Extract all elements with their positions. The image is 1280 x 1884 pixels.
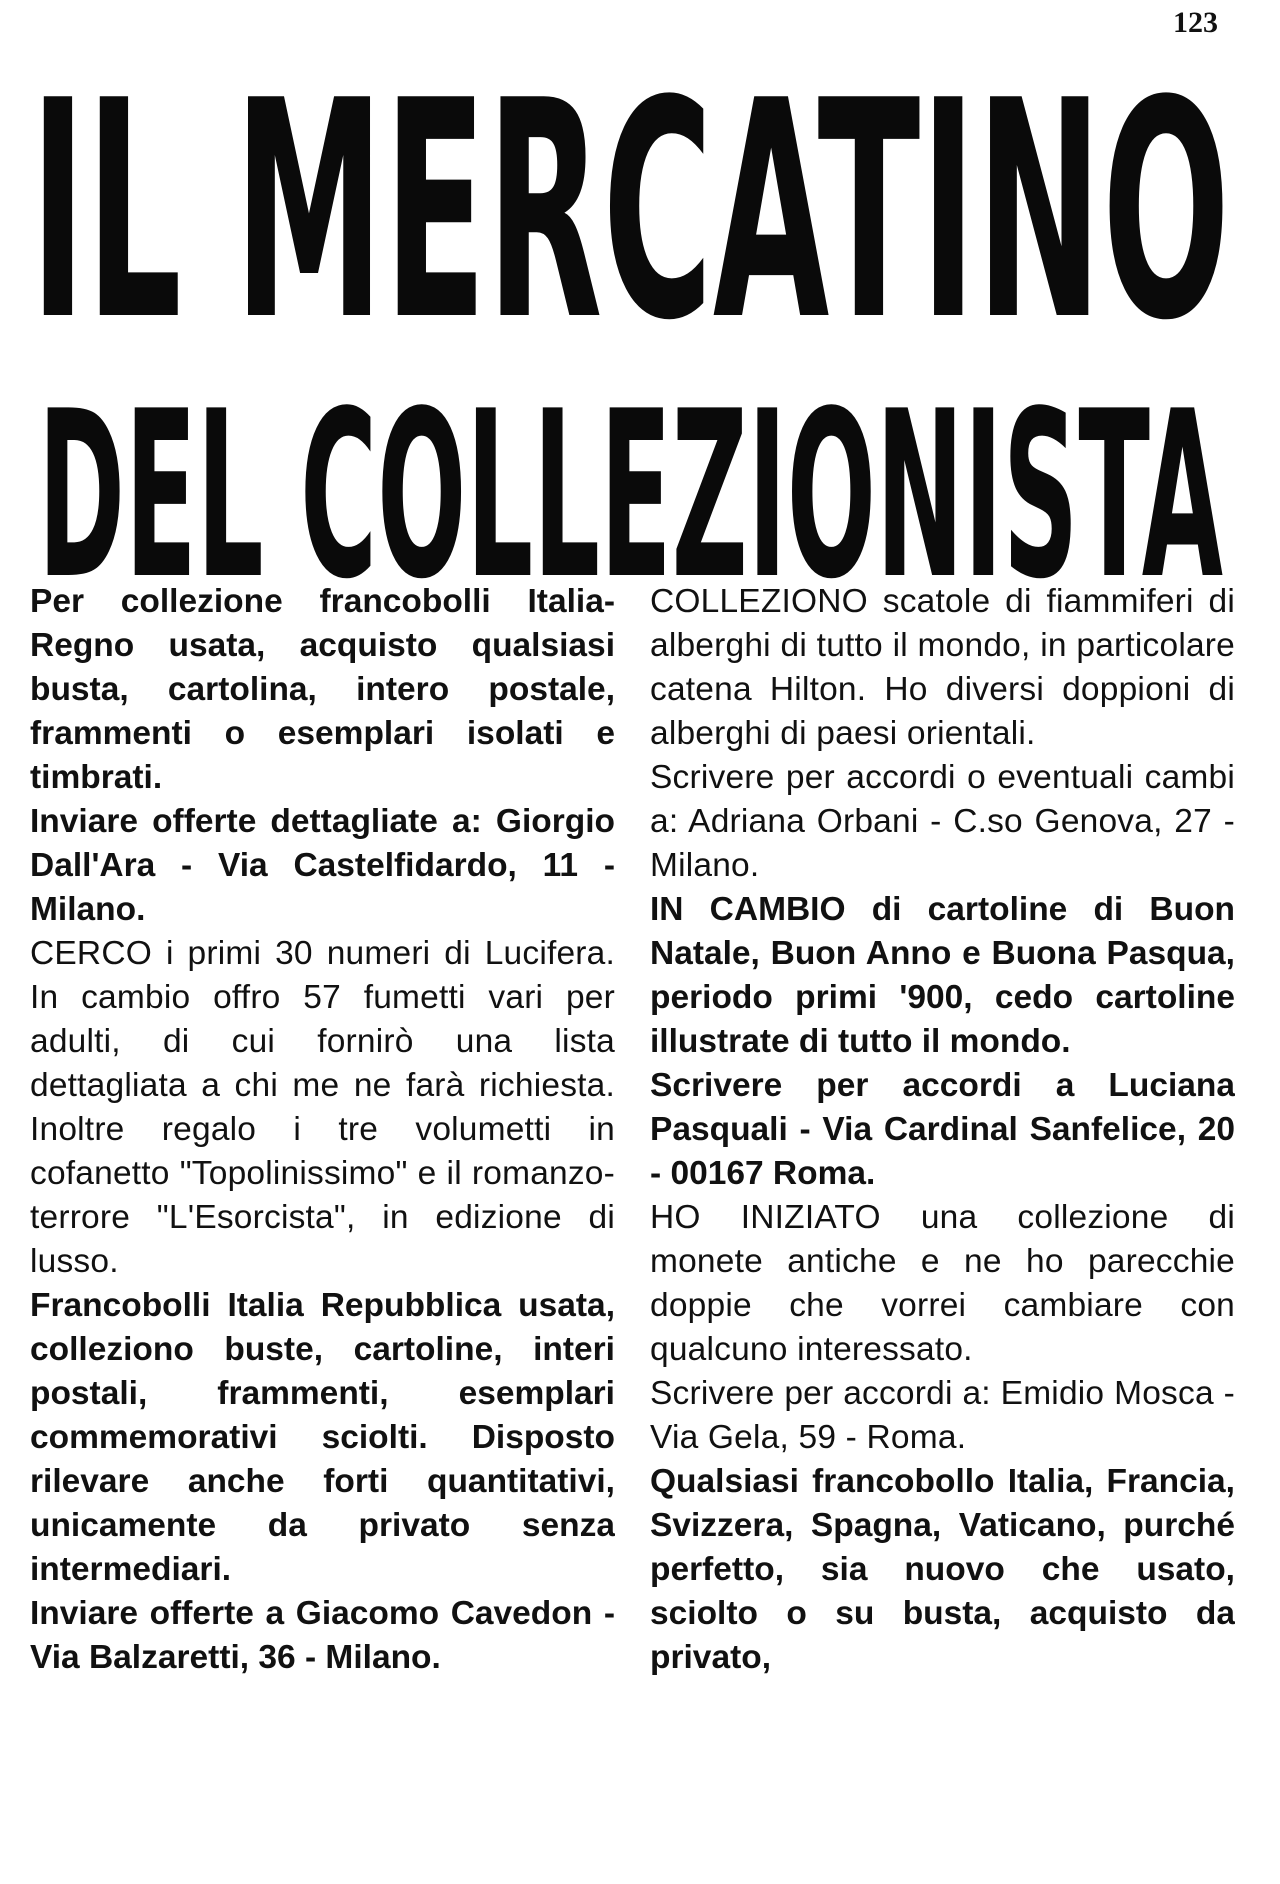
left-column xyxy=(30,580,615,1870)
headline-line2: DEL COLLEZIONISTA xyxy=(38,363,1223,580)
right-column-paragraph-6: Scrivere per accordi a: Emidio Mosca - Via Gela, 59 - Roma. xyxy=(650,1375,1235,1456)
left-column-paragraph-4: Francobolli Italia Repubblica usata, colleziono buste, cartoline, interi postali, frammenti, esemplari commemorativi sciolti. Disposto rilevare anche forti quantitativi, unicamente da privato senza intermediari. xyxy=(30,1287,615,1588)
right-column-paragraph-1: COLLEZIONO scatole di fiammiferi di alberghi di tutto il mondo, in particolare catena Hilton. Ho diversi doppioni di alberghi di paesi orientali. xyxy=(650,583,1235,752)
right-column-paragraph-2: Scrivere per accordi o eventuali cambi a: Adriana Orbani - C.so Genova, 27 - Milano. xyxy=(650,759,1235,884)
left-column-paragraph-1: Per collezione francobolli Italia-Regno usata, acquisto qualsiasi busta, cartolina, intero postale, frammenti o esemplari isolati e timbrati. xyxy=(30,583,615,796)
left-column-paragraph-2: Inviare offerte dettagliate a: Giorgio Dall'Ara - Via Castelfidardo, 11 - Milano. xyxy=(30,803,615,928)
right-column-paragraph-3: IN CAMBIO di cartoline di Buon Natale, Buon Anno e Buona Pasqua, periodo primi '900, cedo cartoline illustrate di tutto il mondo. xyxy=(650,891,1235,1060)
masthead-title xyxy=(30,50,1230,580)
classified-columns xyxy=(30,580,1235,1870)
right-column-paragraph-7: Qualsiasi francobollo Italia, Francia, Svizzera, Spagna, Vaticano, purché perfetto, sia nuovo che usato, sciolto o su busta, acquisto da privato, xyxy=(650,1463,1235,1676)
page-number: 123 xyxy=(1173,6,1218,39)
headline-line1: IL MERCATINO xyxy=(30,50,1230,386)
right-column-paragraph-5: HO INIZIATO una collezione di monete antiche e ne ho parecchie doppie che vorrei cambiare con qualcuno interessato. xyxy=(650,1199,1235,1368)
right-column xyxy=(650,580,1235,1870)
left-column-paragraph-3: CERCO i primi 30 numeri di Lucifera. In cambio offro 57 fumetti vari per adulti, di cui fornirò una lista dettagliata a chi me ne farà richiesta. Inoltre regalo i tre volumetti in cofanetto "Topolinissimo" e il romanzo-terrore "L'Esorcista", in edizione di lusso. xyxy=(30,935,615,1280)
right-column-paragraph-4: Scrivere per accordi a Luciana Pasquali - Via Cardinal Sanfelice, 20 - 00167 Roma. xyxy=(650,1067,1235,1192)
masthead-svg xyxy=(30,50,1230,580)
left-column-paragraph-5: Inviare offerte a Giacomo Cavedon - Via Balzaretti, 36 - Milano. xyxy=(30,1595,615,1676)
